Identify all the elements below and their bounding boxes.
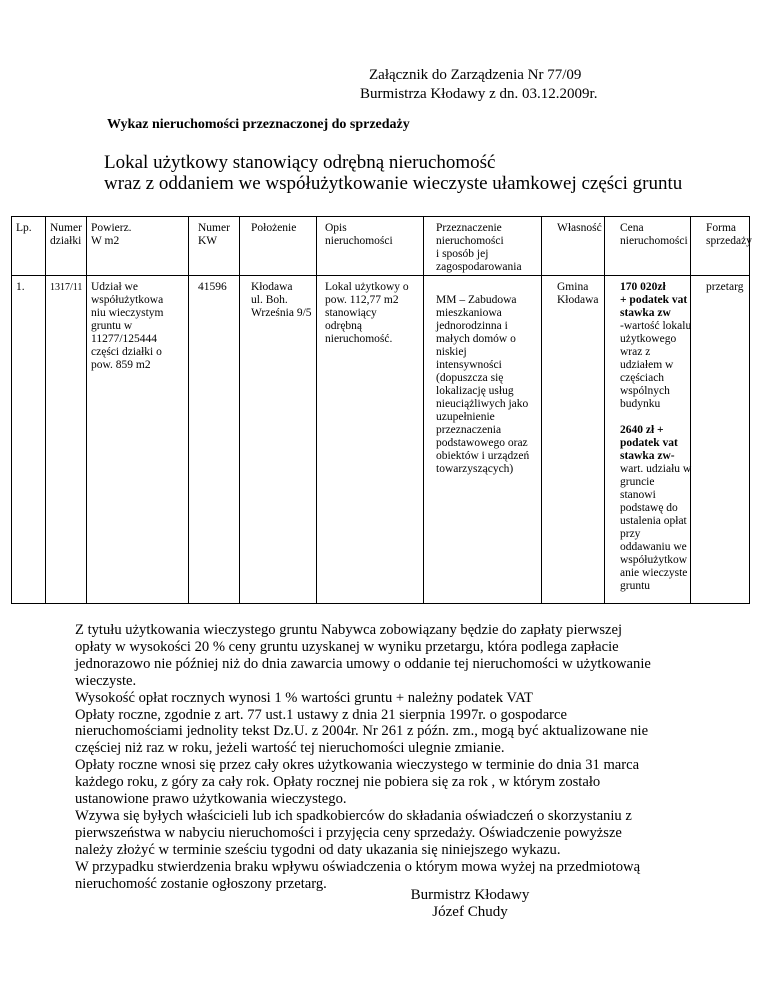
- body-line: Wzywa się byłych właścicieli lub ich spadkobierców do składania oświadczeń o skorzystaniu z: [75, 807, 632, 824]
- row-powierz: Udział we współużytkowa niu wieczystym gruntu w 11277/125444 części działki o pow. 859 m2: [91, 281, 164, 371]
- body-line: nieruchomość zostanie ogłoszony przetarg.: [75, 875, 327, 892]
- body-line: należy złożyć w terminie sześciu tygodni od daty ukazania się niniejszego wykazu.: [75, 841, 561, 858]
- col-header-polozenie: Położenie: [251, 222, 297, 234]
- body-line: częściej niż raz w roku, jeżeli wartość tej nieruchomości ulegnie zmianie.: [75, 740, 505, 757]
- body-line: pierwszeństwa w nabyciu nieruchomości i przyjęcia ceny sprzedaży. Oświadczenie powyższe: [75, 824, 622, 841]
- col-header-numer-dzialki: Numer działki: [50, 222, 82, 247]
- signature: [390, 887, 550, 921]
- body-line: jednorazowo nie później niż do dnia zawarcia umowy o oddanie tej nieruchomości w użytkowanie: [75, 655, 651, 672]
- body-line: nieruchomościami jednolity tekst Dz.U. z 2004r. Nr 261 z późn. zm., mogą być aktualizowane nie: [75, 723, 649, 740]
- body-line: Z tytułu użytkowania wieczystego gruntu Nabywca zobowiązany będzie do zapłaty pierwszej: [75, 622, 623, 638]
- row-opis: Lokal użytkowy o pow. 112,77 m2 stanowiący odrębną nieruchomość.: [325, 281, 409, 345]
- body-line: Opłaty roczne wnosi się przez cały okres użytkowania wieczystego w terminie do dnia 31 marca: [75, 757, 640, 774]
- header-line-1: Załącznik do Zarządzenia Nr 77/09: [369, 67, 582, 83]
- col-header-cena: Cena nieruchomości: [620, 222, 688, 247]
- document-title-line-2: wraz z oddaniem we współużytkowanie wieczyste ułamkowej części gruntu: [104, 173, 683, 194]
- document-title-line-1: Lokal użytkowy stanowiący odrębną nieruchomość: [104, 152, 496, 173]
- row-polozenie: Kłodawa ul. Boh. Września 9/5: [251, 281, 312, 319]
- row-numer-kw: 41596: [198, 281, 227, 293]
- row-lp: 1.: [16, 281, 25, 293]
- col-header-forma: Forma sprzedaży: [706, 222, 752, 247]
- row-przeznaczenie: MM – Zabudowa mieszkaniowa jednorodzinna i małych domów o niskiej intensywności (dopuszcza się lokalizację usług nieuciążliwych jako uzupełnienie przeznaczenia podstawowego oraz obiektów i urządzeń towarzyszących): [436, 294, 530, 475]
- col-header-przeznaczenie: Przeznaczenie nieruchomości i sposób jej zagospodarowania: [436, 222, 522, 273]
- row-wlasnosc: Gmina Kłodawa: [557, 281, 599, 306]
- col-header-opis: Opis nieruchomości: [325, 222, 393, 247]
- signature-title: Burmistrz Kłodawy: [410, 887, 530, 903]
- body-line: Wysokość opłat rocznych wynosi 1 % wartości gruntu + należny podatek VAT: [75, 689, 533, 706]
- body-line: opłaty w wysokości 20 % ceny gruntu uzyskanej w wyniku przetargu, która podlega zapłacie: [75, 638, 619, 655]
- signature-name: Józef Chudy: [432, 904, 508, 920]
- body-line: każdego roku, z góry za cały rok. Opłaty rocznej nie pobiera się za rok , w którym zostało: [75, 774, 601, 791]
- body-text: [75, 622, 715, 893]
- col-header-powierz: Powierz. W m2: [91, 222, 132, 247]
- body-line: Opłaty roczne, zgodnie z art. 77 ust.1 ustawy z dnia 21 sierpnia 1997r. o gospodarce: [75, 706, 567, 723]
- col-header-wlasnosc: Własność: [557, 222, 602, 234]
- body-line: ustanowione prawo użytkowania wieczystego.: [75, 791, 347, 808]
- row-numer-dzialki: 1317/11: [50, 282, 83, 293]
- document-subtitle: Wykaz nieruchomości przeznaczonej do sprzedaży: [107, 117, 410, 132]
- row-forma: przetarg: [706, 281, 744, 293]
- header-line-2: Burmistrza Kłodawy z dn. 03.12.2009r.: [360, 86, 598, 102]
- body-line: wieczyste.: [75, 672, 137, 689]
- body-line: W przypadku stwierdzenia braku wpływu oświadczenia o którym mowa wyżej na przedmiotową: [75, 858, 641, 875]
- row-cena: 170 020zł + podatek vat stawka zw -wartość lokalu użytkowego wraz z udziałem w częściach wspólnych budynku 2640 zł + podatek vat stawka zw- wart. udziału w gruncie stanowi podstawę do ustalenia opłat przy oddawaniu we współużytkow anie wieczyste gruntu: [620, 281, 692, 592]
- col-header-lp: Lp.: [16, 222, 32, 234]
- col-header-numer-kw: Numer KW: [198, 222, 230, 247]
